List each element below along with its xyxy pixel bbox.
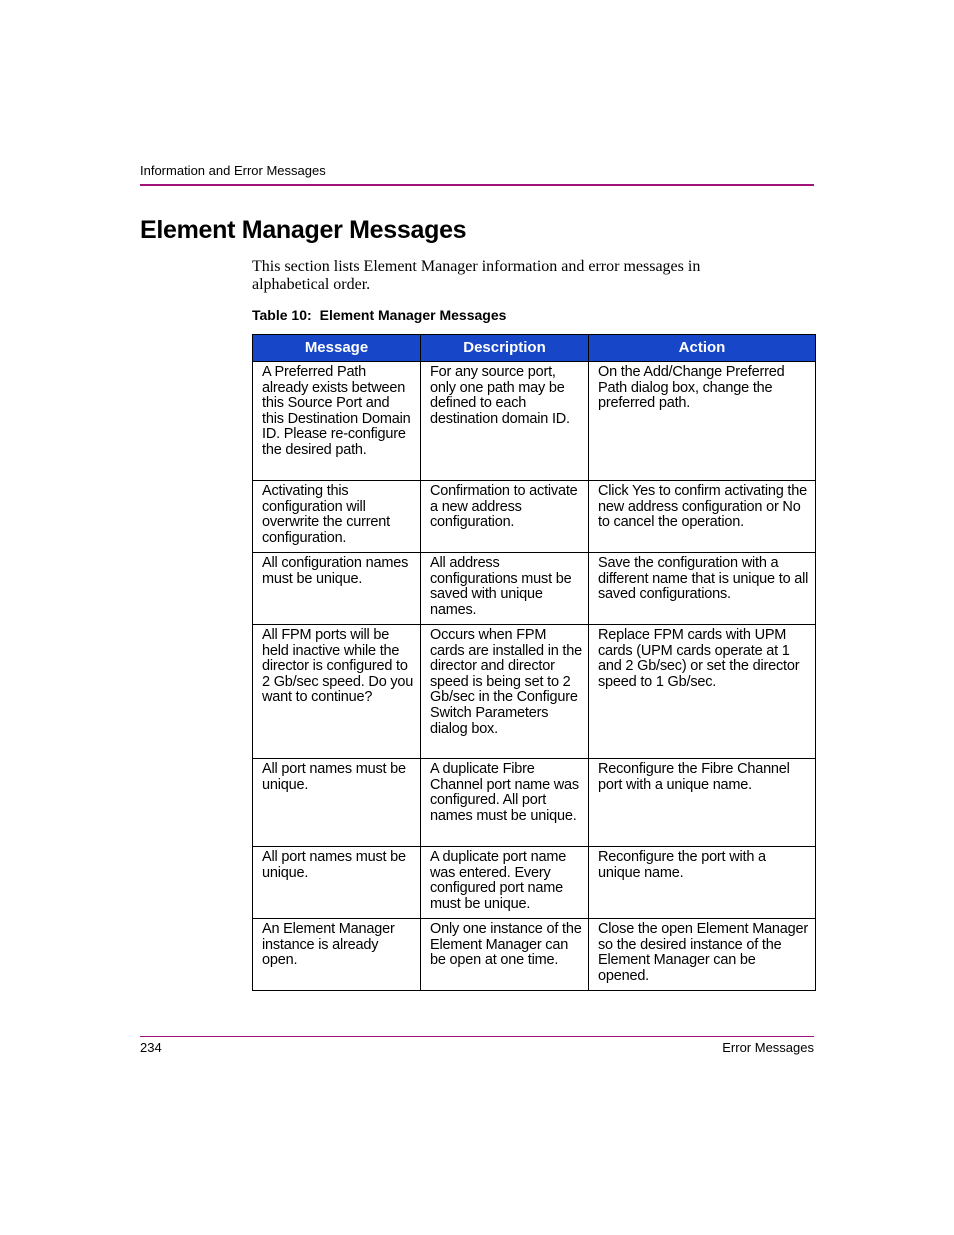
message-cell: All port names must be unique. (253, 847, 421, 919)
page-title: Element Manager Messages (140, 216, 467, 244)
description-cell: Only one instance of the Element Manager can be open at one time. (421, 919, 589, 991)
message-cell: A Preferred Path already exists between this Source Port and this Destination Domain ID. Please re-configure the desired path. (253, 362, 421, 481)
footer-section-name: Error Messages (722, 1040, 814, 1055)
table-caption (252, 306, 506, 324)
table-row (253, 919, 816, 991)
description-cell: Occurs when FPM cards are installed in the director and director speed is being set to 2 Gb/sec in the Configure Switch Parameters dialog box. (421, 625, 589, 759)
description-cell: A duplicate port name was entered. Every configured port name must be unique. (421, 847, 589, 919)
action-cell: Close the open Element Manager so the desired instance of the Element Manager can be opened. (589, 919, 816, 991)
header-rule (140, 184, 814, 186)
description-cell: For any source port, only one path may be defined to each destination domain ID. (421, 362, 589, 481)
description-cell: Confirmation to activate a new address configuration. (421, 481, 589, 553)
action-cell: Reconfigure the port with a unique name. (589, 847, 816, 919)
message-cell: All port names must be unique. (253, 759, 421, 847)
running-header: Information and Error Messages (140, 163, 326, 178)
table-caption-label: Table 10: (252, 307, 312, 323)
table-caption-title: Element Manager Messages (319, 307, 507, 323)
messages-table (252, 334, 816, 991)
description-cell: All address configurations must be saved with unique names. (421, 553, 589, 625)
description-cell: A duplicate Fibre Channel port name was configured. All port names must be unique. (421, 759, 589, 847)
action-cell: Click Yes to confirm activating the new address configuration or No to cancel the operation. (589, 481, 816, 553)
column-header-message: Message (253, 335, 421, 362)
table-row (253, 553, 816, 625)
table-row (253, 759, 816, 847)
table-header-row (253, 335, 816, 362)
action-cell: Reconfigure the Fibre Channel port with a unique name. (589, 759, 816, 847)
action-cell: Replace FPM cards with UPM cards (UPM cards operate at 1 and 2 Gb/sec) or set the director speed to 1 Gb/sec. (589, 625, 816, 759)
message-cell: All FPM ports will be held inactive while the director is configured to 2 Gb/sec speed. Do you want to continue? (253, 625, 421, 759)
column-header-action: Action (589, 335, 816, 362)
table-row (253, 625, 816, 759)
footer-rule (140, 1036, 814, 1037)
message-cell: Activating this configuration will overwrite the current configuration. (253, 481, 421, 553)
table-row (253, 362, 816, 481)
table-row (253, 481, 816, 553)
page-number: 234 (140, 1040, 162, 1055)
intro-paragraph: This section lists Element Manager information and error messages in alphabetical order. (252, 258, 701, 293)
column-header-description: Description (421, 335, 589, 362)
message-cell: All configuration names must be unique. (253, 553, 421, 625)
action-cell: On the Add/Change Preferred Path dialog box, change the preferred path. (589, 362, 816, 481)
action-cell: Save the configuration with a different name that is unique to all saved configurations. (589, 553, 816, 625)
message-cell: An Element Manager instance is already open. (253, 919, 421, 991)
table-row (253, 847, 816, 919)
